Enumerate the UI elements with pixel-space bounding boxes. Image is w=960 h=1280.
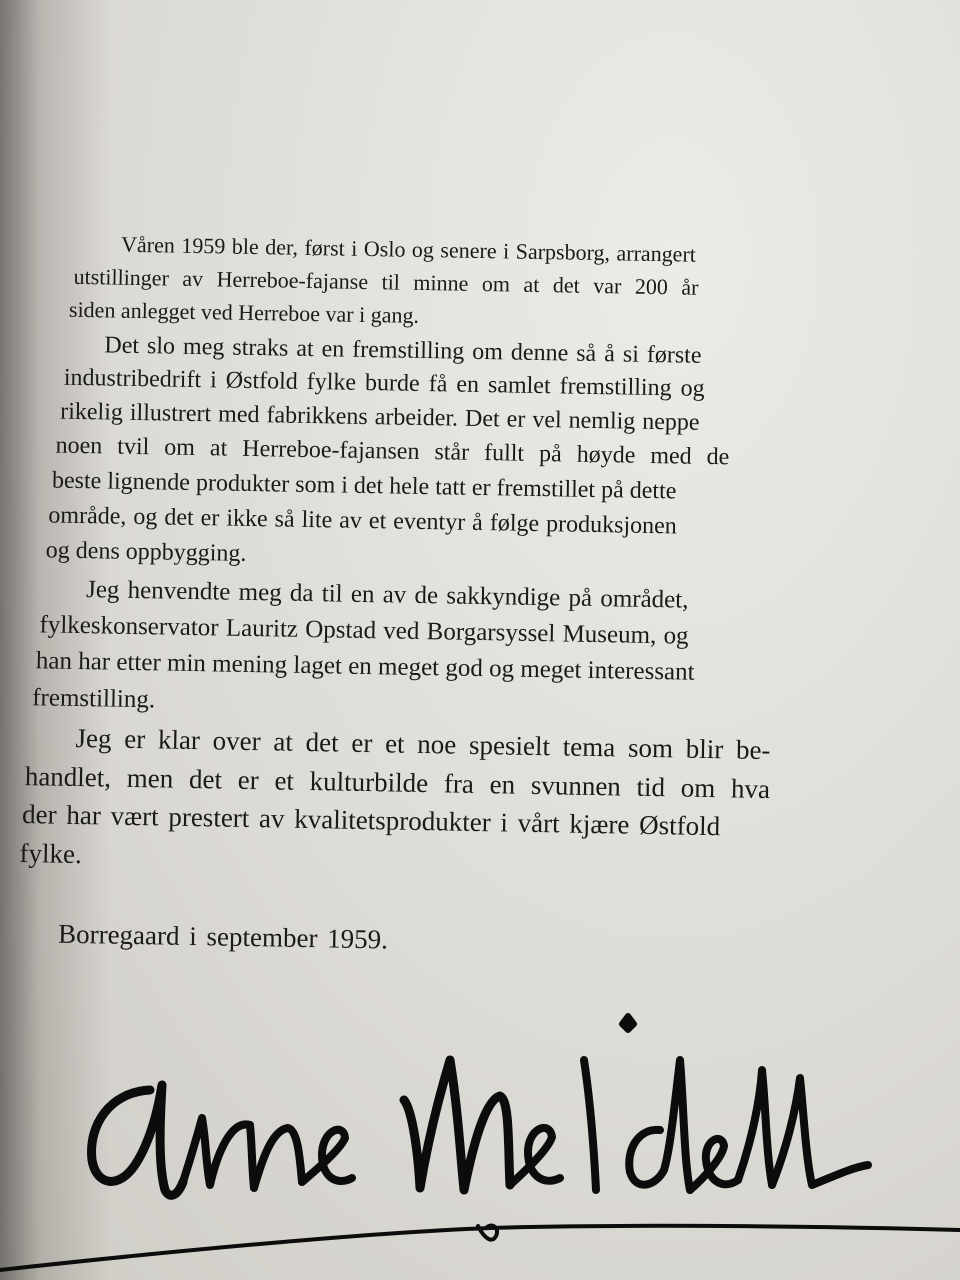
text-line: Våren 1959 ble der, først i Oslo og senere i Sarpsborg, arrangert [120, 231, 697, 267]
text-line: industribedrift i Østfold fylke burde få en samlet fremstilling og [63, 364, 705, 402]
text-line: der har vært prestert av kvalitetsprodukter i vårt kjære Østfold [21, 799, 721, 842]
text-line: og dens oppbygging. [45, 537, 247, 567]
text-line: beste lignende produkter som i det hele tatt er fremstillet på dette [51, 467, 677, 505]
text-line: utstillinger av Herreboe-fajanse til minne om at det var 200 år [73, 263, 699, 300]
text-line: handlet, men det er et kulturbilde fra en svunnen tid om hva [24, 761, 771, 805]
text-line: noen tvil om at Herreboe-fajansen står fullt på høyde med de [55, 432, 730, 471]
text-line: fremstilling. [31, 684, 156, 714]
text-line: Jeg er klar over at det er et noe spesielt tema som blir be- [75, 722, 771, 766]
place-date: Borregaard i september 1959. [57, 918, 389, 955]
text-line: siden anlegget ved Herreboe var i gang. [68, 296, 420, 328]
text-line: område, og det er ikke så lite av et eventyr å følge produksjonen [48, 502, 677, 540]
text-line: han har etter min mening laget en meget god og meget interessant [35, 647, 695, 686]
text-line: rikelig illustrert med fabrikkens arbeider. Det er vel nemlig neppe [59, 398, 700, 436]
text-line: fylkeskonservator Lauritz Opstad ved Borgarsyssel Museum, og [39, 611, 689, 650]
text-line: Jeg henvendte meg da til en av de sakkyndige på området, [85, 576, 689, 614]
text-line: fylke. [19, 838, 83, 870]
text-line: Det slo meg straks at en fremstilling om denne så å si første [104, 332, 702, 369]
